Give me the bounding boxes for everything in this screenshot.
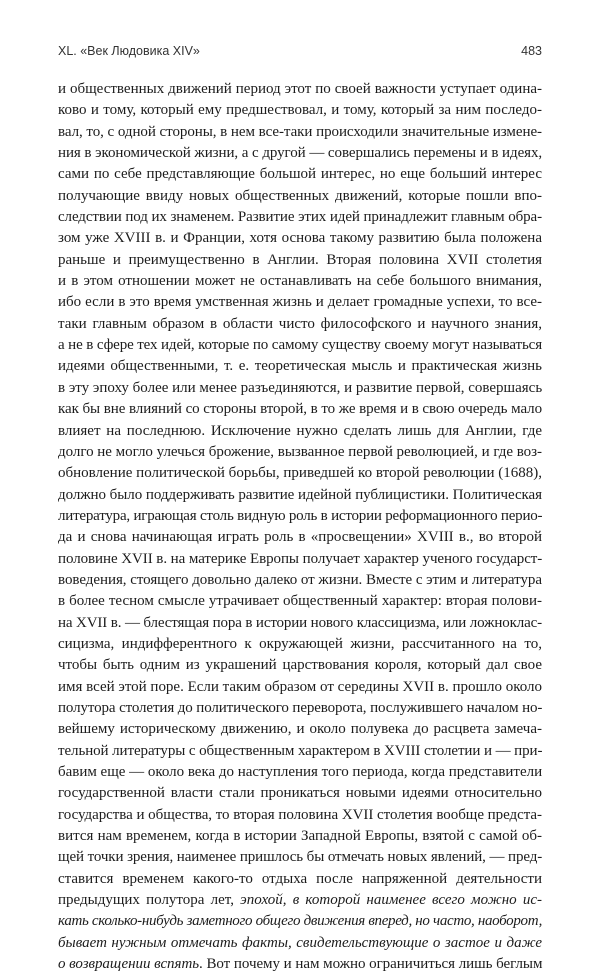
text-line xyxy=(58,933,542,954)
text-line: чтобы быть одним из украшений царствования короля, который дал свое xyxy=(58,657,542,674)
text-line: ставится временем какого-то отдыха после напряженной деятельности xyxy=(58,870,542,887)
text-line: бавим еще — около века до наступления того периода, когда представители xyxy=(58,764,543,780)
text-line: половине XVII в. на материке Европы получает характер ученого государст- xyxy=(58,550,543,567)
text-line: долго не могло улечься брожение, вызванное первой революцией, и где воз- xyxy=(58,443,542,460)
text-line: ково и тому, который ему предшествовал, и тому, который за ним последо- xyxy=(58,102,542,119)
running-header xyxy=(58,44,542,66)
text-line: ибо если в это время умственная жизнь и делает громадные успехи, то все- xyxy=(58,294,542,311)
text-line: на XVII в. — блестящая пора в истории нового классицизма, или ложноклас- xyxy=(58,614,542,631)
running-title: XL. «Век Людовика XIV» xyxy=(58,44,200,58)
text-segment: предыдущих полутора лет, xyxy=(58,892,241,909)
text-line: следствии под их знаменем. Развитие этих идей принадлежит главным обра- xyxy=(58,209,542,226)
text-line: имя всей этой поре. Если таким образом от середины XVII в. прошло около xyxy=(58,678,542,695)
text-line: в эту эпоху более или менее разъединяются, и развитие первой, совершаясь xyxy=(58,379,543,396)
text-line: да и снова начинающая играть роль в «просвещении» XVIII в., во второй xyxy=(58,529,542,546)
text-line: полутора столетия до политического переворота, послужившего началом но- xyxy=(58,699,543,716)
italic-text: эпохой, в которой наименее всего можно ис- xyxy=(240,892,542,909)
text-line: тельной литературы с общественным характером в XVIII столетии и — при- xyxy=(58,742,543,759)
text-line: получающие ввиду новых общественных движений, которые пошли впо- xyxy=(58,187,542,204)
text-line: идеями общественными, т. е. теоретическая мысль и практическая жизнь xyxy=(58,358,542,375)
text-segment: . Вот почему и нам можно ограничиться лишь беглым xyxy=(199,956,543,973)
text-line: сами по себе представляющие большой интерес, но еще больший интерес xyxy=(58,166,542,183)
text-line: и общественных движений период этот по своей важности уступает одина- xyxy=(58,81,542,97)
text-line: а не в сфере тех идей, которые по самому существу своему могут называться xyxy=(58,337,542,354)
italic-text: бывает нужным отмечать факты, свидетельствующие о застое и даже xyxy=(58,934,542,951)
page-number: 483 xyxy=(521,44,542,58)
text-line: и в этом отношении может не останавливать на себе большого внимания, xyxy=(58,273,542,290)
text-line: литература, играющая столь видную роль в истории реформационного перио- xyxy=(58,507,543,524)
text-line: ния в экономической жизни, а с другой — совершались перемены и в идеях, xyxy=(58,145,543,162)
text-line xyxy=(58,954,542,975)
text-line: обновление политической борьбы, приведшей ко второй революции (1688), xyxy=(58,465,542,482)
body-text xyxy=(58,79,542,975)
text-line: вейшему историческому движению, и около полувека до расцвета замеча- xyxy=(58,721,542,738)
text-line: раньше и преимущественно в Англии. Вторая половина XVII столетия xyxy=(58,251,542,268)
text-line: вится нам временем, когда в истории Западной Европы, взятой с самой об- xyxy=(58,828,542,845)
text-line: сицизма, индифферентного к окружающей жизни, рассчитанного на то, xyxy=(58,635,542,652)
text-line: государства и общества, то вторая половина XVII столетия вообще предста- xyxy=(58,806,542,823)
text-line: в более тесном смысле утрачивает общественный характер: вторая полови- xyxy=(58,593,542,610)
text-line: таки главным образом в области чисто философского и научного знания, xyxy=(58,315,542,332)
text-line xyxy=(58,890,542,911)
italic-text: о возвращении вспять xyxy=(58,956,200,973)
text-line xyxy=(58,911,542,932)
text-line: как бы вне влияний со стороны второй, в то же время и в свою очередь мало xyxy=(58,401,543,418)
text-line: влияет на последнюю. Исключение нужно сделать лишь для Англии, где xyxy=(58,422,542,439)
italic-text: кать сколько-нибудь заметного общего движения вперед, но часто, наоборот, xyxy=(58,913,542,930)
text-line: зом уже XVIII в. и Франции, хотя основа такому развитию была положена xyxy=(58,230,542,247)
text-line: вал, то, с одной стороны, в нем все-таки происходили значительные измене- xyxy=(58,123,542,140)
text-line: воведения, стоящего довольно далеко от жизни. Вместе с этим и литература xyxy=(58,571,542,588)
text-line: щей точки зрения, наименее пришлось бы отмечать новых явлений, — пред- xyxy=(58,849,543,866)
text-line: должно было поддерживать развитие идейной публицистики. Политическая xyxy=(58,486,542,503)
text-line: государственной власти стали проникаться новыми идеями относительно xyxy=(58,785,542,802)
